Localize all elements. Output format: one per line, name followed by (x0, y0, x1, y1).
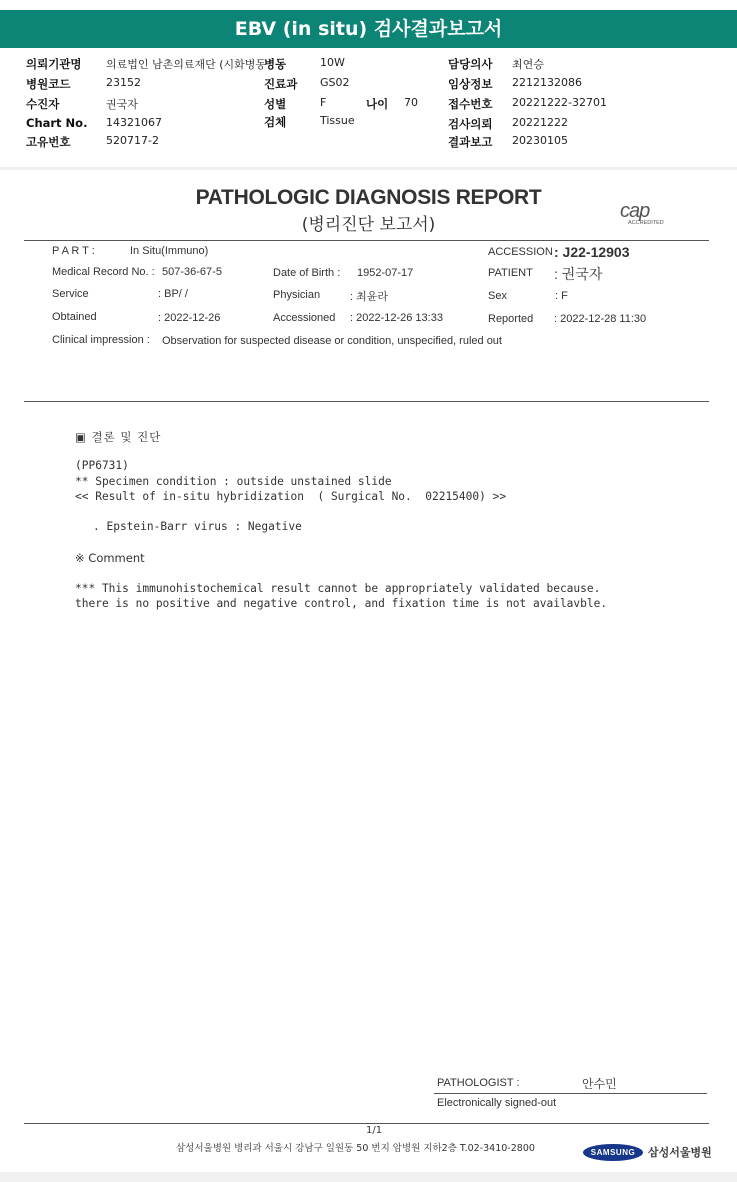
samsung-logo (583, 1144, 643, 1161)
value-ward: 10W (320, 56, 345, 69)
label-doctor: 담당의사 (448, 57, 493, 71)
accession-label: ACCESSION (488, 246, 553, 258)
hospital-name: 삼성서울병원 (648, 1146, 712, 1159)
samsung-logo-text: SAMSUNG (590, 1148, 636, 1157)
report-page (0, 170, 737, 1172)
label-receipt-no: 접수번호 (448, 97, 493, 111)
patient-info-panel (0, 48, 737, 167)
label-age: 나이 (366, 97, 389, 111)
value-patient: 권국자 (106, 98, 138, 111)
label-request-date: 검사의뢰 (448, 117, 493, 131)
signed-text: Electronically signed-out (437, 1097, 557, 1109)
value-department: GS02 (320, 76, 350, 89)
value-institution: 의료법인 남촌의료재단 (시화병동 (106, 58, 267, 71)
body-line: ** Specimen condition : outside unstained slide (75, 475, 392, 488)
label-unique-no: 고유번호 (26, 135, 71, 149)
obtained-label: Obtained (52, 311, 97, 323)
value-report-date: 20230105 (512, 134, 568, 147)
cap-logo-text: cap (620, 200, 650, 222)
footer-address: 삼성서울병원 병리과 서울시 강남구 일원동 50 번지 암병원 지하2층 T.02-3410-2800 (176, 1143, 535, 1154)
body-line: (PP6731) (75, 459, 129, 472)
divider (24, 240, 709, 241)
divider (24, 401, 709, 402)
report-subheading: (병리진단 보고서) (301, 215, 436, 235)
label-institution: 의뢰기관명 (26, 57, 82, 71)
label-hospital-code: 병원코드 (26, 77, 71, 91)
value-unique-no: 520717-2 (106, 134, 159, 147)
value-clinical-info: 2212132086 (512, 76, 582, 89)
page-number: 1/1 (366, 1125, 383, 1136)
value-doctor: 최연승 (512, 58, 544, 71)
label-report-date: 결과보고 (448, 135, 493, 149)
part-value: In Situ(Immuno) (130, 245, 209, 257)
physician-label: Physician (273, 289, 321, 301)
mrn-value: 507-36-67-5 (162, 266, 222, 278)
body-line: << Result of in-situ hybridization ( Surgical No. 02215400) >> (75, 490, 507, 503)
cap-logo (620, 200, 688, 228)
accessioned-value: : 2022-12-26 13:33 (350, 312, 443, 324)
divider (434, 1093, 707, 1094)
clinical-label: Clinical impression : (52, 334, 150, 346)
mrn-label: Medical Record No. : (52, 266, 155, 278)
section-heading: ▣ 결론 및 진단 (75, 430, 162, 444)
value-hospital-code: 23152 (106, 76, 141, 89)
accessioned-label: Accessioned (273, 312, 336, 324)
report-heading: PATHOLOGIC DIAGNOSIS REPORT (195, 186, 542, 209)
report-title: EBV (in situ) 검사결과보고서 (234, 18, 503, 40)
label-chart-no: Chart No. (26, 116, 88, 130)
value-request-date: 20221222 (512, 116, 568, 129)
pathologist-name: 안수민 (582, 1077, 617, 1091)
label-sex: 성별 (264, 97, 287, 111)
divider (24, 1123, 709, 1124)
label-ward: 병동 (264, 57, 287, 71)
sex-label: Sex (488, 290, 507, 302)
patient-label: PATIENT (488, 267, 533, 279)
body-line: there is no positive and negative control, and fixation time is not availavble. (75, 597, 608, 610)
accession-value: : J22-12903 (554, 244, 630, 260)
sex-value: : F (555, 290, 568, 302)
dob-label: Date of Birth : (273, 267, 341, 279)
body-line: . Epstein-Barr virus : Negative (93, 520, 302, 533)
label-patient: 수진자 (26, 97, 60, 111)
body-line: *** This immunohistochemical result cannot be appropriately validated because. (75, 582, 601, 595)
cap-accredited-text: ACCREDITED (628, 220, 664, 226)
body-line: ※ Comment (75, 551, 145, 565)
clinical-value: Observation for suspected disease or condition, unspecified, ruled out (162, 335, 502, 347)
label-department: 진료과 (264, 77, 298, 91)
part-label: P A R T : (52, 245, 95, 257)
pathologist-label: PATHOLOGIST : (437, 1077, 520, 1089)
value-age: 70 (404, 96, 418, 109)
value-chart-no: 14321067 (106, 116, 162, 129)
label-clinical-info: 임상정보 (448, 77, 493, 91)
reported-label: Reported (488, 313, 534, 325)
value-receipt-no: 20221222-32701 (512, 96, 607, 109)
report-title-bar (0, 10, 737, 48)
dob-value: 1952-07-17 (357, 267, 414, 279)
service-value: : BP/ / (158, 288, 188, 300)
value-specimen: Tissue (320, 114, 355, 127)
service-label: Service (52, 288, 89, 300)
label-specimen: 검체 (264, 115, 287, 129)
reported-value: : 2022-12-28 11:30 (554, 313, 647, 325)
physician-value: : 최윤라 (350, 291, 388, 303)
obtained-value: : 2022-12-26 (158, 312, 221, 324)
patient-value: : 권국자 (554, 266, 603, 282)
value-sex: F (320, 96, 327, 109)
